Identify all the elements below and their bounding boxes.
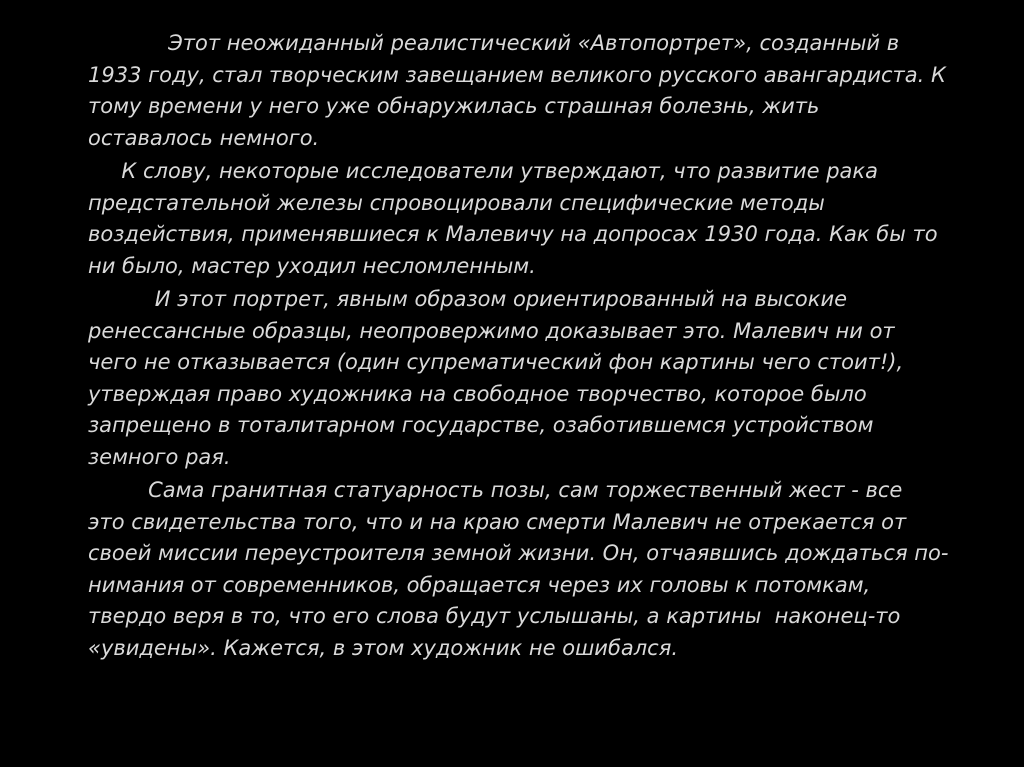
text-block	[88, 28, 963, 664]
paragraph-4-line-4: нимания от современников, обращается через их головы к потомкам,	[88, 572, 871, 597]
paragraph-3	[88, 284, 963, 473]
paragraph-3-line-1: И этот портрет, явным образом ориентированный на высокие	[154, 287, 848, 311]
paragraph-2-line-4: ни было, мастер уходил несломленным.	[88, 253, 536, 278]
paragraph-1-line-2: 1933 году, стал творческим завещанием великого русского авангардиста. К	[88, 62, 946, 87]
paragraph-2-line-3: воздействия, применявшиеся к Малевичу на допросах 1930 года. Как бы то	[88, 222, 938, 246]
paragraph-3-line-6: земного рая.	[88, 444, 231, 469]
paragraph-1	[88, 28, 963, 154]
paragraph-1-line-3: тому времени у него уже обнаружилась страшная болезнь, жить	[88, 94, 820, 118]
paragraph-4-line-5: твердо веря в то, что его слова будут услышаны, а картины наконец-то	[88, 604, 901, 628]
paragraph-4-line-3: своей миссии переустроителя земной жизни. Он, отчаявшись дождаться по-	[88, 541, 949, 565]
paragraph-3-line-3: чего не отказывается (один супрематический фон картины чего стоит!),	[88, 350, 904, 374]
paragraph-1-line-1: Этот неожиданный реалистический «Автопортрет», созданный в	[168, 31, 900, 55]
paragraph-3-line-2: ренессансные образцы, неопровержимо доказывает это. Малевич ни от	[88, 318, 895, 343]
paragraph-2	[88, 156, 963, 282]
paragraph-2-line-2: предстательной железы спровоцировали специфические методы	[88, 190, 825, 215]
paragraph-4-line-6: «увидены». Кажется, в этом художник не ошибался.	[88, 635, 679, 660]
paragraph-4-line-2: это свидетельства того, что и на краю смерти Малевич не отрекается от	[88, 509, 907, 534]
paragraph-4	[88, 475, 963, 664]
paragraph-4-line-1: Сама гранитная статуарность позы, сам торжественный жест - все	[148, 478, 903, 502]
paragraph-3-line-4: утверждая право художника на свободное творчество, которое было	[88, 381, 867, 406]
paragraph-1-line-4: оставалось немного.	[88, 125, 320, 150]
paragraph-3-line-5: запрещено в тоталитарном государстве, озаботившемся устройством	[88, 413, 874, 437]
paragraph-2-line-1: К слову, некоторые исследователи утверждают, что развитие рака	[121, 159, 878, 183]
